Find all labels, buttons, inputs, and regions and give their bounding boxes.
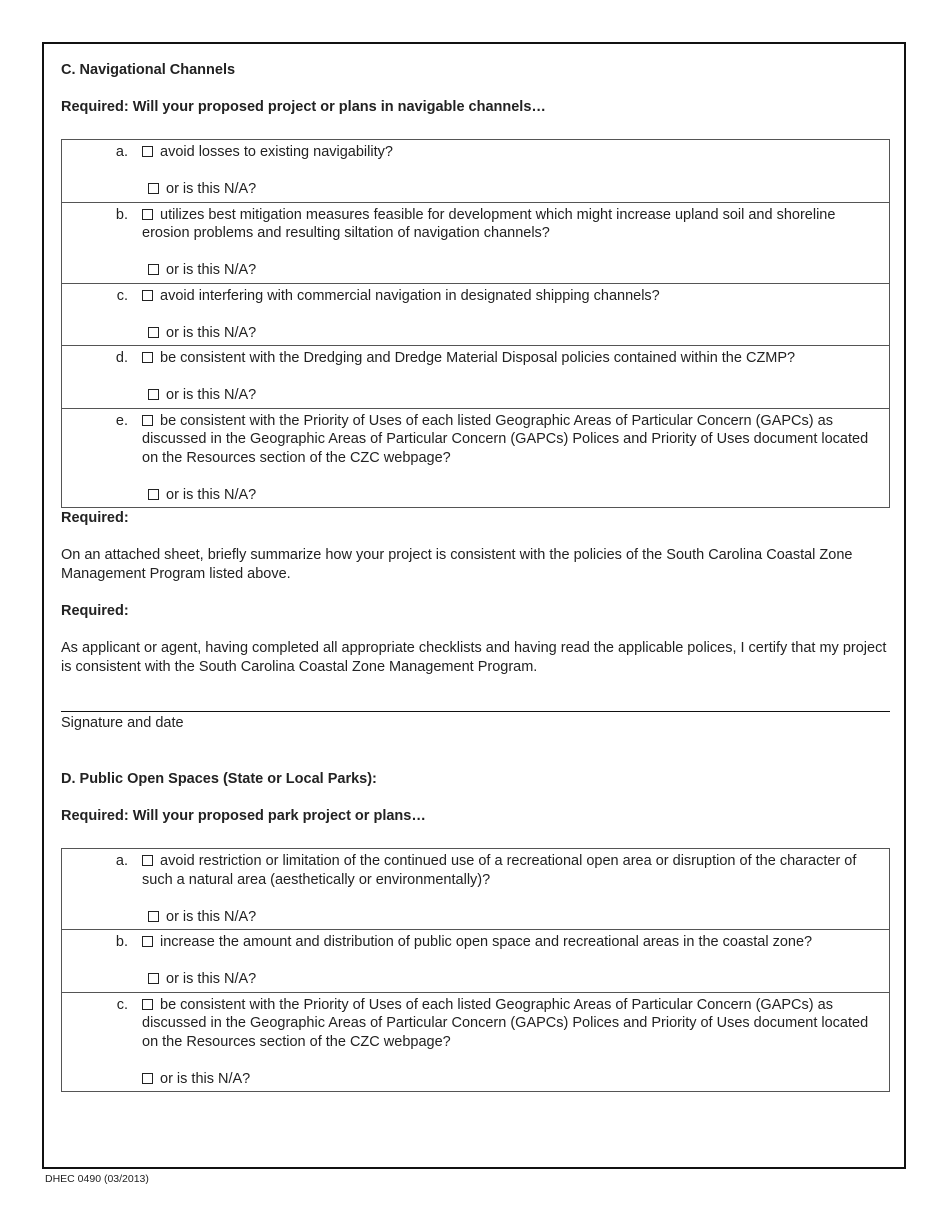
checkbox-yes[interactable]: [142, 936, 153, 947]
item-question: be consistent with the Dredging and Dredge Material Disposal policies contained within the CZMP?: [160, 350, 796, 366]
signature-label: Signature and date: [61, 715, 184, 731]
certification-text: As applicant or agent, having completed all appropriate checklists and having read the applicable polices, I certify that my project is consistent with the South Carolina Coastal Zone Management Program.: [61, 640, 887, 675]
checklist-row: [62, 283, 889, 346]
item-question: avoid interfering with commercial navigation in designated shipping channels?: [160, 287, 660, 304]
checklist-row: [62, 345, 889, 408]
section-c-table: [61, 139, 890, 508]
item-letter: a.: [115, 853, 128, 869]
section-d-title: D. Public Open Spaces (State or Local Parks):: [61, 771, 377, 787]
checkbox-na[interactable]: [148, 911, 159, 922]
item-question: avoid losses to existing navigability?: [160, 144, 393, 160]
item-question: avoid restriction or limitation of the continued use of a recreational open area or disruption of the character of such a natural area (aesthetically or environmentally)?: [142, 853, 857, 888]
checkbox-na[interactable]: [148, 264, 159, 275]
checkbox-yes[interactable]: [142, 209, 153, 220]
checkbox-na[interactable]: [148, 489, 159, 500]
checkbox-yes[interactable]: [142, 415, 153, 426]
item-na-label: or is this N/A?: [166, 387, 257, 403]
item-letter: b.: [115, 206, 128, 223]
signature-line[interactable]: [61, 711, 890, 712]
checkbox-yes[interactable]: [142, 855, 153, 866]
checklist-row: [62, 929, 889, 992]
required-label-2: Required:: [61, 603, 129, 619]
checklist-row: [62, 992, 889, 1092]
checklist-row: [62, 140, 889, 202]
item-na-label: or is this N/A?: [166, 262, 257, 278]
item-question: be consistent with the Priority of Uses of each listed Geographic Areas of Particular Concern (GAPCs) as discussed in the Geographic Areas of Particular Concern (GAPCs) Polices and Priority of Uses document located on the Resources section of the CZC webpage?: [142, 996, 869, 1050]
checkbox-na[interactable]: [148, 389, 159, 400]
item-na-label: or is this N/A?: [166, 486, 257, 503]
checklist-row: [62, 408, 889, 508]
item-letter: e.: [115, 412, 128, 429]
checkbox-na[interactable]: [148, 183, 159, 194]
checkbox-na[interactable]: [142, 1073, 153, 1084]
item-na-label: or is this N/A?: [166, 908, 257, 925]
checkbox-yes[interactable]: [142, 352, 153, 363]
required-label-1: Required:: [61, 510, 129, 526]
item-question: increase the amount and distribution of public open space and recreational areas in the coastal zone?: [160, 934, 813, 950]
form-number: DHEC 0490 (03/2013): [45, 1173, 149, 1185]
item-na-label: or is this N/A?: [160, 1070, 251, 1087]
item-na-label: or is this N/A?: [166, 971, 257, 987]
item-letter: c.: [116, 996, 128, 1013]
checkbox-na[interactable]: [148, 973, 159, 984]
section-c-prompt: Required: Will your proposed project or plans in navigable channels…: [61, 99, 546, 115]
section-d-table: [61, 848, 890, 1092]
section-c-title: C. Navigational Channels: [61, 62, 236, 78]
item-na-label: or is this N/A?: [166, 324, 257, 341]
checklist-row: [62, 849, 889, 929]
item-question: utilizes best mitigation measures feasible for development which might increase upland soil and shoreline erosion problems and resulting siltation of navigation channels?: [142, 206, 836, 241]
checkbox-yes[interactable]: [142, 999, 153, 1010]
item-question: be consistent with the Priority of Uses of each listed Geographic Areas of Particular Concern (GAPCs) as discussed in the Geographic Areas of Particular Concern (GAPCs) Polices and Priority of Uses document located on the Resources section of the CZC webpage?: [142, 412, 869, 466]
item-letter: d.: [115, 350, 128, 366]
required-text-1: On an attached sheet, briefly summarize how your project is consistent with the policies of the South Carolina Coastal Zone Management Program listed above.: [61, 547, 853, 582]
checklist-row: [62, 202, 889, 283]
section-d-prompt: Required: Will your proposed park project or plans…: [61, 808, 426, 824]
checkbox-yes[interactable]: [142, 290, 153, 301]
item-letter: a.: [115, 144, 128, 160]
item-na-label: or is this N/A?: [166, 181, 257, 197]
item-letter: b.: [115, 934, 128, 950]
checkbox-yes[interactable]: [142, 146, 153, 157]
item-letter: c.: [116, 287, 128, 304]
checkbox-na[interactable]: [148, 327, 159, 338]
